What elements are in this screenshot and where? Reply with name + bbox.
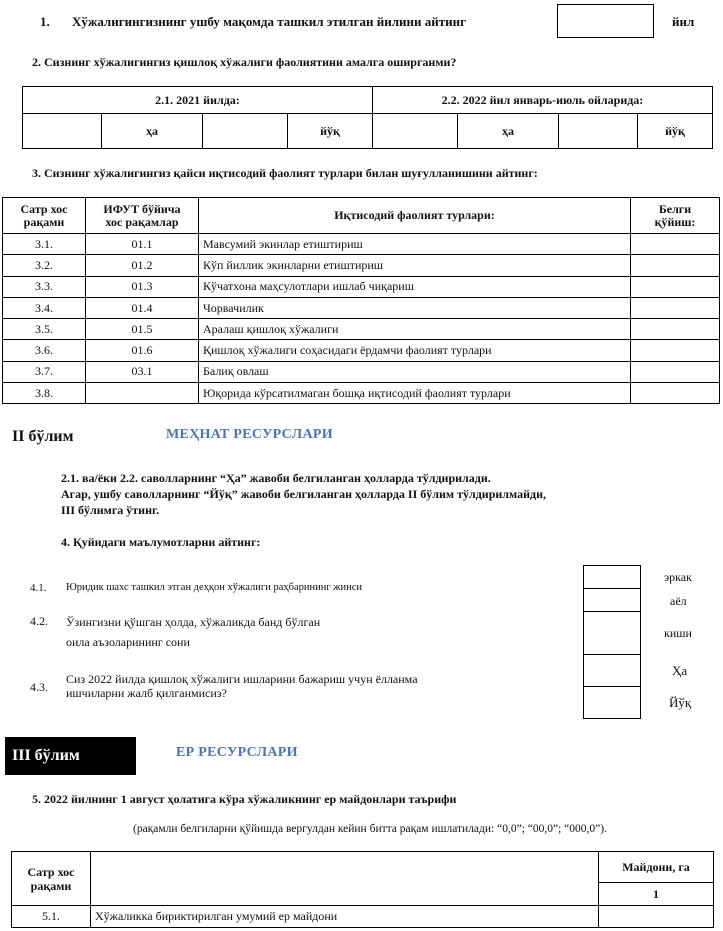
activity-mark-cell[interactable] — [631, 255, 720, 276]
land-row — [12, 906, 714, 928]
hired-no-label: Йўқ — [669, 695, 692, 710]
activity-label: Аралаш қишлоқ хўжалиги — [199, 319, 631, 340]
activity-ifut: 01.6 — [86, 340, 199, 361]
q2-col-2021: 2.1. 2021 йилда: — [23, 87, 373, 114]
q5-header-col-num: 1 — [599, 883, 714, 906]
q5-text: 5. 2022 йилнинг 1 август ҳолатига кўра хўжаликнинг ер майдонлари таърифи — [32, 792, 457, 806]
activity-code: 3.7. — [3, 361, 86, 382]
item-4-3-number: 4.3. — [30, 680, 48, 694]
q2-2022-yes-label: ҳа — [458, 114, 559, 149]
q3-table — [2, 197, 720, 404]
activity-row — [3, 297, 720, 318]
q3-header-row-code-1: Сатр хос — [20, 201, 68, 216]
activity-ifut: 01.4 — [86, 297, 199, 318]
activity-row — [3, 319, 720, 340]
persons-label: киши — [664, 626, 692, 640]
activity-label: Балиқ овлаш — [199, 361, 631, 382]
q5-header-row-code-2: рақами — [30, 878, 72, 893]
activity-mark-cell[interactable] — [631, 319, 720, 340]
activity-row — [3, 255, 720, 276]
q5-header-blank — [91, 852, 599, 906]
female-label: аёл — [670, 594, 687, 608]
activity-mark-cell[interactable] — [631, 276, 720, 297]
q1-text: Хўжалигингизнинг ушбу мақомда ташкил этилган йилини айтинг — [72, 14, 466, 29]
hired-no-box[interactable] — [583, 686, 641, 719]
q3-header-mark-1: Белги — [658, 201, 692, 216]
q3-header-row-code-2: рақами — [23, 214, 65, 229]
activity-code: 3.6. — [3, 340, 86, 361]
q5-header-area: Майдони, га — [599, 852, 714, 883]
activity-ifut: 01.1 — [86, 234, 199, 255]
q2-2022-no-label: йўқ — [638, 114, 713, 149]
q3-header-mark-2: қўйиш: — [654, 214, 696, 229]
activity-label: Қишлоқ хўжалиги соҳасидаги ёрдамчи фаолият турлари — [199, 340, 631, 361]
item-4-2-text-1: Ўзингизни қўшган ҳолда, хўжаликда банд бўлган — [66, 615, 321, 629]
q4-text: 4. Қуйидаги маълумотларни айтинг: — [61, 535, 261, 549]
activity-ifut: 01.2 — [86, 255, 199, 276]
activity-label: Кўчатхона маҳсулотлари ишлаб чиқариш — [199, 276, 631, 297]
land-code: 5.1. — [12, 906, 91, 928]
q2-col-2022: 2.2. 2022 йил январь-июль ойларида: — [373, 87, 713, 114]
q1-unit: йил — [672, 14, 695, 29]
item-4-3-text-2: ишчиларни жалб қилганмисиз? — [66, 686, 227, 700]
item-4-1-number: 4.1. — [30, 582, 47, 594]
q3-header-ifut-2: хос рақамлар — [105, 214, 179, 229]
q3-text: 3. Сизнинг хўжалигингиз қайси иқтисодий фаолият турлари билан шуғулланишини айтинг: — [32, 166, 538, 180]
q5-table — [11, 851, 714, 928]
activity-label: Мавсумий экинлар етиштириш — [199, 234, 631, 255]
section2-note-1: 2.1. ва/ёки 2.2. саволларнинг “Ҳа” жавоби белгиланган ҳолларда тўлдирилади. — [61, 471, 491, 485]
q2-2021-yes-label: ҳа — [102, 114, 203, 149]
activity-label: Чорвачилик — [199, 297, 631, 318]
activity-code: 3.3. — [3, 276, 86, 297]
hired-yes-label: Ҳа — [672, 663, 688, 678]
q2-2022-no-box[interactable] — [559, 114, 638, 149]
activity-mark-cell[interactable] — [631, 361, 720, 382]
activity-ifut — [86, 383, 199, 404]
activity-ifut: 01.3 — [86, 276, 199, 297]
activity-code: 3.4. — [3, 297, 86, 318]
q3-header-row-code — [3, 198, 86, 234]
q2-table — [22, 86, 713, 149]
activity-code: 3.5. — [3, 319, 86, 340]
q3-header-ifut-1: ИФУТ бўйича — [103, 201, 181, 216]
section3-label: III бўлим — [5, 737, 136, 775]
activity-mark-cell[interactable] — [631, 340, 720, 361]
activity-row — [3, 361, 720, 382]
activity-code: 3.1. — [3, 234, 86, 255]
section2-note-2: Агар, ушбу саволларнинг “Йўқ” жавоби белгиланган ҳолларда II бўлим тўлдирилмайди, — [61, 487, 547, 501]
activity-ifut: 01.5 — [86, 319, 199, 340]
item-4-2-text-2: оила аъзоларининг сони — [66, 635, 190, 649]
q2-2021-no-label: йўқ — [288, 114, 373, 149]
activity-ifut: 03.1 — [86, 361, 199, 382]
q2-2021-no-box[interactable] — [203, 114, 288, 149]
q3-header-mark — [631, 198, 720, 234]
activity-code: 3.2. — [3, 255, 86, 276]
activity-mark-cell[interactable] — [631, 297, 720, 318]
item-4-1-text: Юридик шахс ташкил этган деҳқон хўжалиги раҳбарининг жинси — [66, 582, 363, 593]
land-area-field[interactable] — [599, 906, 714, 928]
activity-row — [3, 276, 720, 297]
section3-title: ЕР РЕСУРСЛАРИ — [176, 745, 298, 760]
activity-mark-cell[interactable] — [631, 383, 720, 404]
activity-label: Юқорида кўрсатилмаган бошқа иқтисодий фаолият турлари — [199, 383, 631, 404]
q5-header-row-code-1: Сатр хос — [27, 864, 75, 879]
activity-row — [3, 383, 720, 404]
male-box[interactable] — [583, 565, 641, 589]
q2-2021-yes-box[interactable] — [23, 114, 102, 149]
activity-row — [3, 340, 720, 361]
section2-title: МЕҲНАТ РЕСУРСЛАРИ — [166, 427, 333, 442]
female-box[interactable] — [583, 588, 641, 612]
section2-label: II бўлим — [12, 428, 74, 445]
item-4-3-text-1: Сиз 2022 йилда қишлоқ хўжалиги ишларини бажариш учун ёлланма — [66, 672, 418, 686]
land-label: Хўжаликка бириктирилган умумий ер майдони — [91, 906, 599, 928]
q3-header-activity: Иқтисодий фаолият турлари: — [199, 198, 631, 234]
q3-header-ifut — [86, 198, 199, 234]
section2-note-3: III бўлимга ўтинг. — [61, 503, 160, 517]
q5-note: (рақамли белгиларни қўйишда вергулдан кейин битта рақам ишлатилади: “0,0”; “00,0”; “000,0”). — [133, 823, 607, 835]
activity-row — [3, 234, 720, 255]
q2-text: 2. Сизнинг хўжалигингиз қишлоқ хўжалиги фаолиятини амалга оширганми? — [32, 55, 457, 69]
q5-header-row-code — [12, 852, 91, 906]
q2-2022-yes-box[interactable] — [373, 114, 458, 149]
male-label: эркак — [664, 570, 692, 584]
q1-number: 1. — [40, 14, 50, 29]
activity-code: 3.8. — [3, 383, 86, 404]
item-4-2-number: 4.2. — [30, 614, 48, 628]
q1-year-field[interactable] — [557, 4, 654, 38]
activity-mark-cell[interactable] — [631, 234, 720, 255]
persons-count-field[interactable] — [583, 611, 641, 655]
hired-yes-box[interactable] — [583, 654, 641, 687]
activity-label: Кўп йиллик экинларни етиштириш — [199, 255, 631, 276]
